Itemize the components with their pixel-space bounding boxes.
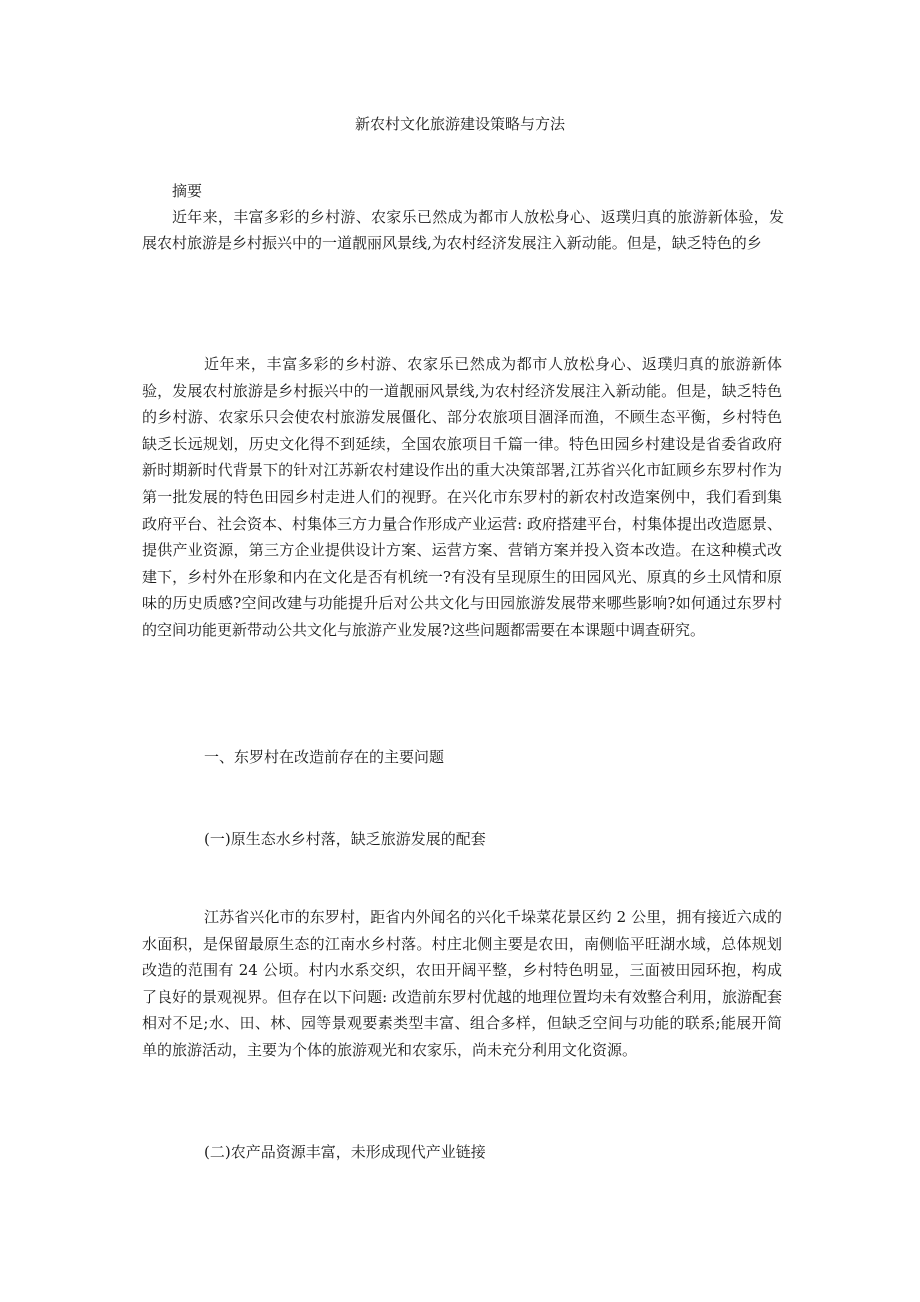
subsection-heading: (二)农产品资源丰富，未形成现代产业链接 <box>204 1143 486 1161</box>
intro-paragraph: 近年来，丰富多彩的乡村游、农家乐已然成为都市人放松身心、返璞归真的旅游新体验，发展农村旅游是乡村振兴中的一道靓丽风景线,为农村经济发展注入新动能。但是，缺乏特色的乡村游、农家乐只会使农村旅游发展僵化、部分农旅项目涸泽而渔，不顾生态平衡，乡村特色缺乏长远规划，历史文化得不到延续，全国农旅项目千篇一律。特色田园乡村建设是省委省政府新时期新时代背景下的针对江苏新农村建设作出的重大决策部署,江苏省兴化市缸顾乡东罗村作为第一批发展的特色田园乡村走进人们的视野。在兴化市东罗村的新农村改造案例中，我们看到集政府平台、社会资本、村集体三方力量合作形成产业运营: 政府搭建平台，村集体提出改造愿景、提供产业资源，第三方企业提供设计方案、运营方案、营销方案并投入资本改造。在这种模式改建下，乡村外在形象和内在文化是否有机统一?有没有呈现原生的田园风光、原真的乡土风情和原味的历史质感?空间改建与功能提升后对公共文化与田园旅游发展带来哪些影响?如何通过东罗村的空间功能更新带动公共文化与旅游产业发展?这些问题都需要在本课题中调查研究。 <box>142 355 782 639</box>
subsection-heading: (一)原生态水乡村落，缺乏旅游发展的配套 <box>204 830 486 848</box>
abstract-text: 近年来，丰富多彩的乡村游、农家乐已然成为都市人放松身心、返璞归真的旅游新体验，发展农村旅游是乡村振兴中的一道靓丽风景线,为农村经济发展注入新动能。但是，缺乏特色的乡 <box>142 208 784 252</box>
section-heading: 一、东罗村在改造前存在的主要问题 <box>204 748 445 766</box>
document-title: 新农村文化旅游建设策略与方法 <box>354 115 565 133</box>
body-paragraph: 江苏省兴化市的东罗村，距省内外闻名的兴化千垛菜花景区约 2 公里，拥有接近六成的水面积，是保留最原生态的江南水乡村落。村庄北侧主要是农田，南侧临平旺湖水域，总体规划改造的范围有 24 公顷。村内水系交织，农田开阔平整，乡村特色明显，三面被田园环抱，构成了良好的景观视界。但存在以下问题: 改造前东罗村优越的地理位置均未有效整合利用，旅游配套相对不足;水、田、林、园等景观要素类型丰富、组合多样，但缺乏空间与功能的联系;能展开简单的旅游活动，主要为个体的旅游观光和农家乐，尚未充分利用文化资源。 <box>142 908 782 1059</box>
abstract-label: 摘要 <box>172 182 203 200</box>
